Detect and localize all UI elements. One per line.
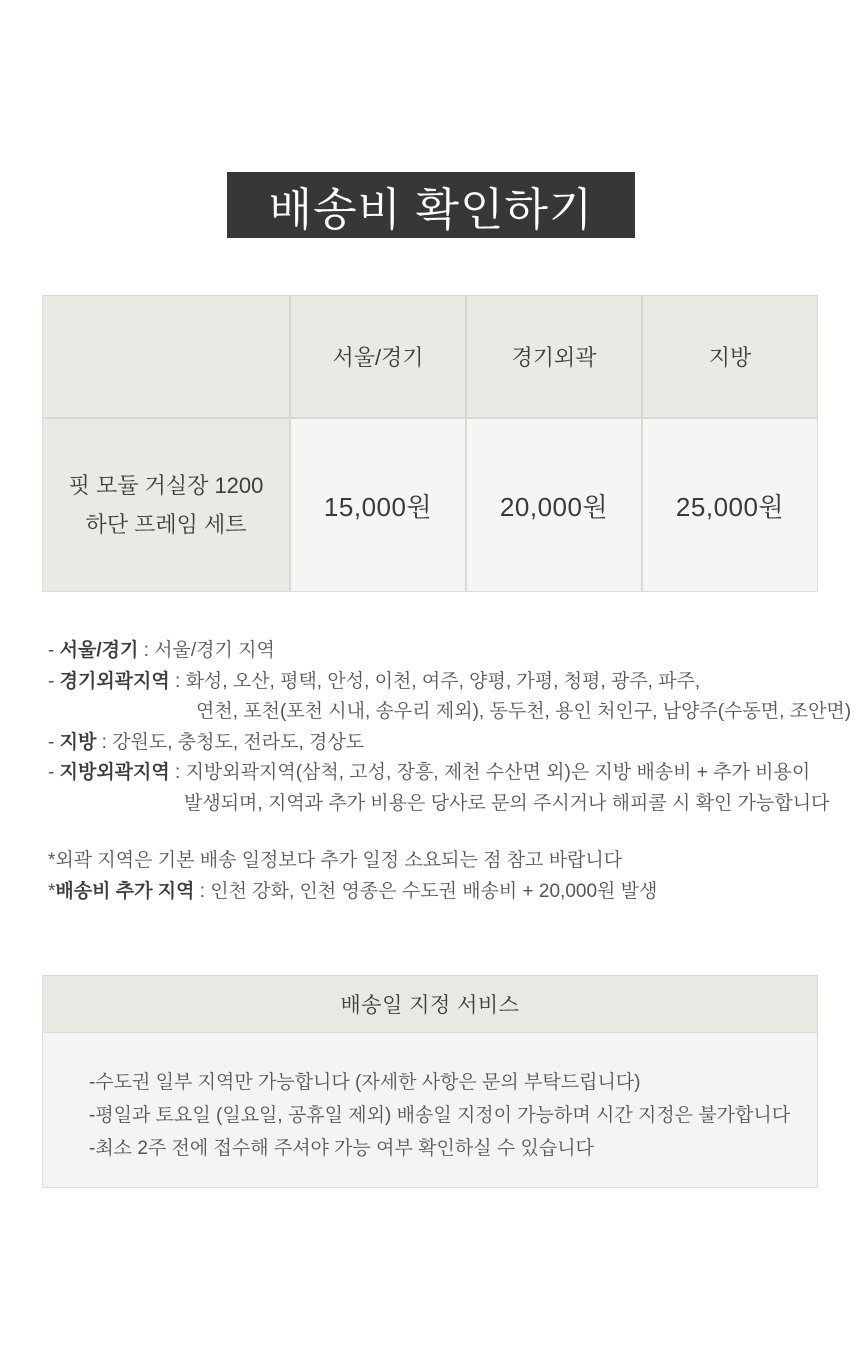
delivery-note-3: -최소 2주 전에 접수해 주셔야 가능 여부 확인하실 수 있습니다 xyxy=(89,1138,594,1159)
price-seoul-gyeonggi: 15,000원 xyxy=(291,419,465,591)
extra-notes xyxy=(48,846,828,907)
shipping-fee-title-banner xyxy=(227,172,635,238)
product-name-cell xyxy=(43,419,289,591)
note-extra-fee-region: *배송비 추가 지역 : 인천 강화, 인천 영종은 수도권 배송비 + 20,000원 발생 xyxy=(48,880,658,902)
product-name-line1: 핏 모듈 거실장 1200 xyxy=(68,473,264,498)
note-gyeonggi-outskirts: - 경기외곽지역 : 화성, 오산, 평택, 안성, 이천, 여주, 양평, 가평, 청평, 광주, 파주, xyxy=(48,670,701,692)
delivery-box-body xyxy=(43,1033,817,1165)
note-seoul-gyeonggi: - 서울/경기 : 서울/경기 지역 xyxy=(48,640,275,661)
region-notes xyxy=(48,636,852,907)
note-province-outskirts: - 지방외곽지역 : 지방외곽지역(삼척, 고성, 장흥, 제천 수산면 외)은 지방 배송비 + 추가 비용이 xyxy=(48,762,811,783)
shipping-fee-table xyxy=(42,295,818,592)
column-header-seoul-gyeonggi: 서울/경기 xyxy=(291,296,465,417)
delivery-date-service-box xyxy=(42,975,818,1188)
note-gyeonggi-outskirts-cont: 연천, 포천(포천 시내, 송우리 제외), 동두천, 용인 처인구, 남양주(수동면, 조안면) xyxy=(196,701,852,722)
column-header-gyeonggi-outskirts: 경기외곽 xyxy=(467,296,641,417)
delivery-box-title: 배송일 지정 서비스 xyxy=(340,994,520,1017)
note-outskirts-schedule: *외곽 지역은 기본 배송 일정보다 추가 일정 소요되는 점 참고 바랍니다 xyxy=(48,850,623,871)
price-province: 25,000원 xyxy=(643,419,817,591)
note-province: - 지방 : 강원도, 충청도, 전라도, 경상도 xyxy=(48,731,365,753)
note-province-outskirts-cont: 발생되며, 지역과 추가 비용은 당사로 문의 주시거나 해피콜 시 확인 가능합니다 xyxy=(184,792,830,814)
table-corner-cell xyxy=(43,296,289,417)
product-name-line2: 하단 프레임 세트 xyxy=(85,512,247,537)
page-title: 배송비 확인하기 xyxy=(268,183,594,235)
price-gyeonggi-outskirts: 20,000원 xyxy=(467,419,641,591)
delivery-note-1: -수도권 일부 지역만 가능합니다 (자세한 사항은 문의 부탁드립니다) xyxy=(89,1072,641,1093)
delivery-box-header xyxy=(43,976,817,1033)
column-header-province: 지방 xyxy=(643,296,817,417)
delivery-note-2: -평일과 토요일 (일요일, 공휴일 제외) 배송일 지정이 가능하며 시간 지정은 불가합니다 xyxy=(89,1105,791,1126)
